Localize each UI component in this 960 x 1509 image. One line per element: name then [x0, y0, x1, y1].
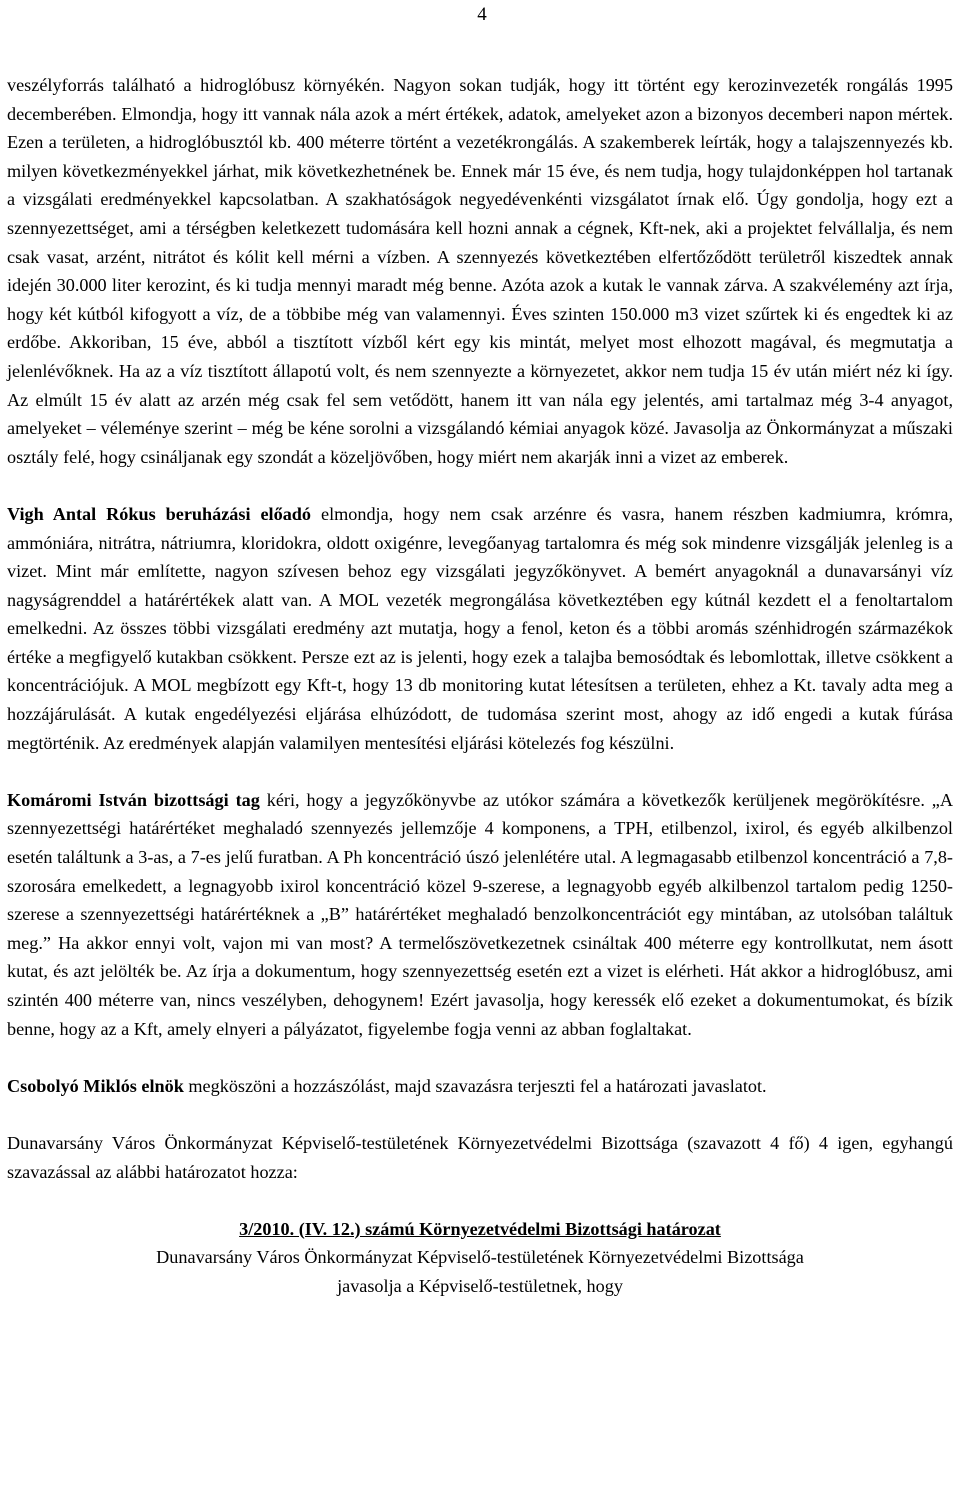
- resolution-title: 3/2010. (IV. 12.) számú Környezetvédelmi Bizottsági határozat: [239, 1218, 721, 1239]
- paragraph-hydroglobe-contamination: veszélyforrás található a hidroglóbusz környékén. Nagyon sokan tudják, hogy itt történt egy kerozinvezeték rongálás 1995 decemberében. Elmondja, hogy itt vannak nála azok a mért értékek, adatok, amelyeket azon a bizonyos decemberi napon mértek. Ezen a területen, a hidroglóbusztól kb. 400 méterre történt a vezetékrongálás. A szakemberek leírták, hogy a talajszennyezés kb. milyen következményekkel járhat, mik következhetnének be. Ennek már 15 éve, és nem tudja, hogy tulajdonképpen hol tartanak a vizsgálati eredményekkel kapcsolatban. A szakhatóságok negyedévenkénti vizsgálatot írnak elő. Úgy gondolja, hogy ezt a szennyezettséget, ami a térségben keletkezett tudomására kell hozni annak a cégnek, Kft-nek, aki a projektet felvállalja, és nem csak vasat, arzént, nitrátot és kólit kell mérni a vízben. A szennyezés következtében elfertőződött területről kiszedtek annak idején 30.000 liter kerozint, és ki tudja mennyi maradt még benne. Azóta azok a kutak le vannak zárva. A szakvélemény azt írja, hogy két kútból kifogyott a víz, de a többibe még van valamennyi. Éves szinten 150.000 m3 vizet szűrtek ki és engedtek ki az erdőbe. Akkoriban, 15 éve, abból a tisztított vízből kért egy kis mintát, melyet most elhozott magával, és megmutatja a jelenlévőknek. Ha az a víz tisztított állapotú volt, és nem szennyezte a környezetet, akkor nem tudja 15 év után miért néz ki így. Az elmúlt 15 év alatt az arzén még csak fel sem vetődött, hanem itt van nála egy jelentés, ami tartalmaz még 3-4 anyagot, amelyeket – véleménye szerint – még be kéne sorolni a vizsgálandó kémiai anyagok közé. Javasolja az Önkormányzat a műszaki osztály felé, hogy csináljanak egy szondát a közeljövőben, hogy miért nem akarják inni a vizet az emberek.: [7, 75, 953, 467]
- paragraph-komaromi-istvan: [7, 786, 953, 1043]
- paragraph-gap: [7, 1100, 953, 1129]
- speaker-statement: kéri, hogy a jegyzőkönyvbe az utókor számára a következők kerüljenek megörökítésre. „A szennyezettségi határértéket meghaladó szennyezés jellemzője 4 komponens, a TPH, etilbenzol, ixirol, és egyéb alkilbenzol esetén találtunk a 3-as, a 7-es jelű furatban. A Ph koncentráció úszó jelenlétére utal. A legmagasabb etilbenzol koncentráció a 7,8-szorosára emelkedett, a legnagyobb ixirol koncentráció közel 9-szerese, a legnagyobb egyéb alkilbenzol tartalom pedig 1250-szerese a szennyezettségi határértéknek a „B” határértéket meghaladó benzolkoncentrációt egy mintában, az utolsóban találtuk meg.” Ha akkor ennyi volt, vajon mi van most? A termelőszövetkezetnek csináltak 400 méterre egy kontrollkutat, nem ásott kutat, és azt jelölték be. Az írja a dokumentum, hogy szennyezettség esetén ezt a vizet is elérheti. Hát akkor a hidroglóbusz, ami szintén 400 méterre van, nincs veszélyben, dehogynem! Ezért javasolja, hogy keressék elő ezeket a dokumentumokat, és bízik benne, hogy az a Kft, amely elnyeri a pályázatot, figyelembe fogja venni az abban foglaltakat.: [7, 789, 953, 1039]
- paragraph-csobolyo-miklos: [7, 1072, 953, 1101]
- resolution-line: javasolja a Képviselő-testületnek, hogy: [337, 1275, 623, 1296]
- speaker-name: Csobolyó Miklós elnök: [7, 1075, 184, 1096]
- paragraph-gap: [7, 1043, 953, 1072]
- paragraph-gap: [7, 471, 953, 500]
- page-number: 4: [477, 4, 487, 25]
- speaker-statement: megköszöni a hozzászólást, majd szavazásra terjeszti fel a határozati javaslatot.: [183, 1075, 767, 1096]
- resolution-line: Dunavarsány Város Önkormányzat Képviselő-testületének Környezetvédelmi Bizottsága: [156, 1247, 804, 1268]
- paragraph-gap: [7, 1186, 953, 1215]
- paragraph-vigh-antal: [7, 500, 953, 757]
- paragraph-vote-result: Dunavarsány Város Önkormányzat Képviselő-testületének Környezetvédelmi Bizottsága (szavazott 4 fő) 4 igen, egyhangú szavazással az alábbi határozatot hozza:: [7, 1132, 953, 1182]
- document-body: [7, 71, 953, 1301]
- speaker-statement: elmondja, hogy nem csak arzénre és vasra, hanem részben kadmiumra, krómra, ammóniára, nitrátra, nátriumra, kloridokra, oldott oxigénre, levegőanyag tartalomra és még sok mindenre vizsgálják jelenleg is a vizet. Mint már említette, nagyon szívesen behoz egy vizsgálati jegyzőkönyvet. A bemért anyagoknál a dunavarsányi víz nagyságrenddel a határértékek alatt van. A MOL vezeték megrongálása következtében egy kútnál kezdett el a fenoltartalom emelkedni. Az összes többi vizsgálati eredmény azt mutatja, hogy a fenol, keton és a többi aromás szénhidrogén származékok értéke a megfigyelő kutakban csökkent. Persze ezt az is jelenti, hogy ezek a talajba bemosódtak és lebomlottak, illetve csökkent a koncentrációjuk. A MOL megbízott egy Kft-t, hogy 13 db monitoring kutat létesítsen a területen, ehhez a Kt. tavaly adta meg a hozzájárulását. A kutak engedélyezési eljárása elhúzódott, de tudomása szerint most, ahogy az idő engedi a kutak fúrása megtörténik. Az eredmények alapján valamilyen mentesítési eljárási kötelezés fog készülni.: [7, 503, 954, 753]
- paragraph-gap: [7, 757, 953, 786]
- speaker-name: Komáromi István bizottsági tag: [7, 789, 260, 810]
- speaker-name: Vigh Antal Rókus beruházási előadó: [7, 503, 312, 524]
